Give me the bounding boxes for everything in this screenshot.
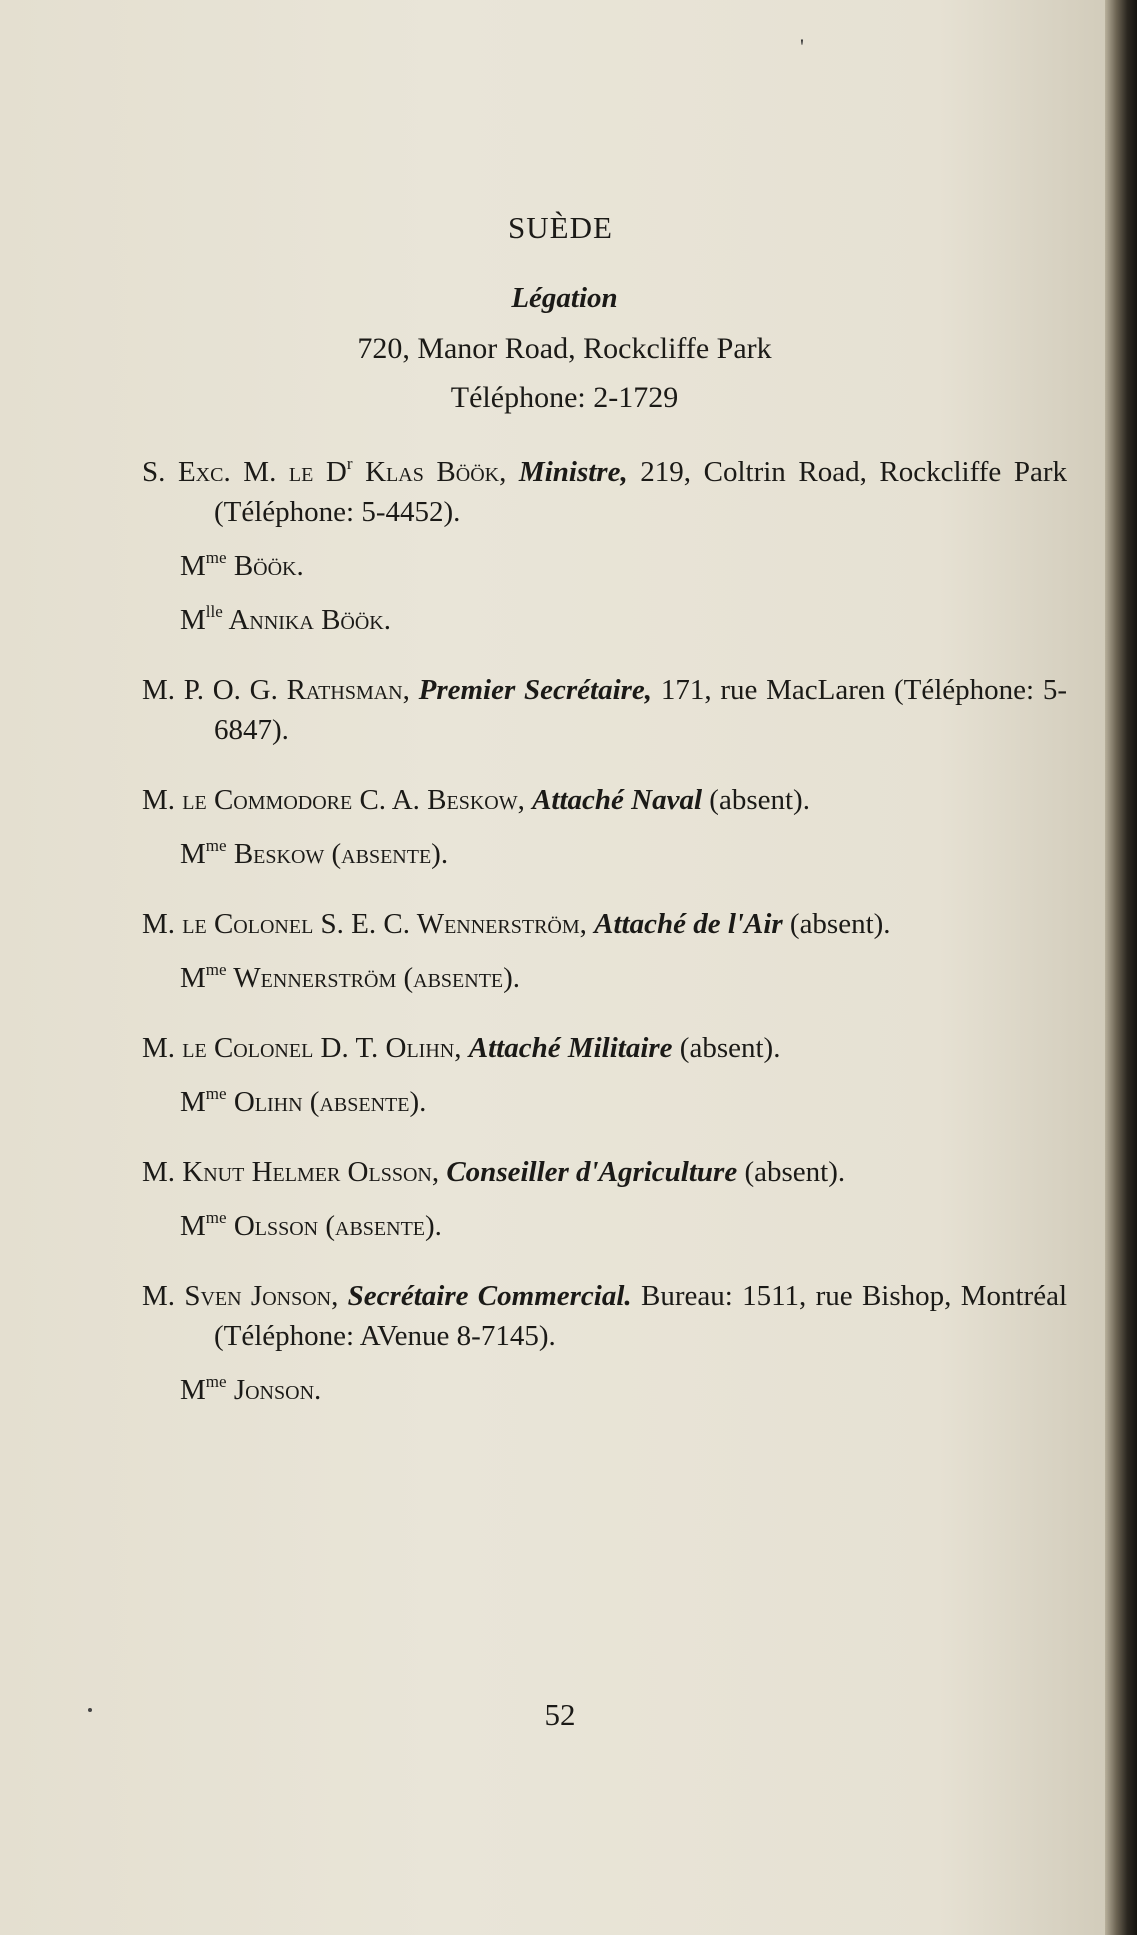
spouse-name: Olsson (absente). xyxy=(226,1210,442,1242)
spouse-prefix: M xyxy=(180,1374,206,1406)
entry-details: (absent). xyxy=(782,908,891,940)
spouse-line xyxy=(142,950,1067,998)
spouse-sup: lle xyxy=(205,602,223,621)
spouse-line xyxy=(142,538,1067,586)
legation-telephone: Téléphone: 2-1729 xyxy=(450,381,679,414)
spouse-sup: me xyxy=(205,1208,227,1227)
entry-main xyxy=(142,1152,1067,1192)
entry-name: M. le Commodore C. A. Beskow, xyxy=(142,784,533,816)
entry-name: M. le Colonel D. T. Olihn, xyxy=(142,1032,469,1064)
entry-main xyxy=(142,444,1067,532)
list-item xyxy=(142,904,1067,998)
spouse-line xyxy=(142,1362,1067,1410)
list-item xyxy=(142,670,1067,750)
spouse-prefix: M xyxy=(180,1086,206,1118)
entry-main xyxy=(142,670,1067,750)
spouse-line xyxy=(142,592,1067,640)
entry-name-cont: Klas Böök, xyxy=(352,456,519,488)
list-item xyxy=(142,1152,1067,1246)
ink-mark: ' xyxy=(800,34,804,59)
list-item xyxy=(142,444,1067,640)
spouse-line xyxy=(142,1198,1067,1246)
spouse-name: Olihn (absente). xyxy=(226,1086,427,1118)
spouse-sup: me xyxy=(205,1372,227,1391)
entry-main xyxy=(142,780,1067,820)
spouse-sup: me xyxy=(205,836,227,855)
spouse-name: Annika Böök. xyxy=(222,604,391,636)
entry-name: M. Sven Jonson, xyxy=(142,1280,348,1312)
entry-role: Attaché Naval xyxy=(532,784,703,816)
spouse-prefix: M xyxy=(180,1210,206,1242)
entry-role: Ministre, xyxy=(518,456,628,488)
entry-main xyxy=(142,1028,1067,1068)
entry-name: M. Knut Helmer Olsson, xyxy=(142,1156,447,1188)
spouse-line xyxy=(142,1074,1067,1122)
spouse-line xyxy=(142,826,1067,874)
spouse-sup: me xyxy=(205,548,227,567)
spouse-prefix: M xyxy=(180,550,206,582)
spouse-name: Wennerström (absente). xyxy=(226,962,521,994)
staff-list xyxy=(142,444,1067,1440)
legation-subtitle: Légation xyxy=(511,282,618,314)
entry-details: 171, rue MacLaren (Téléphone: 5-6847). xyxy=(214,674,1067,746)
list-item xyxy=(142,780,1067,874)
entry-details: (absent). xyxy=(737,1156,846,1188)
entry-main xyxy=(142,1276,1067,1356)
entry-role: Premier Secrétaire, xyxy=(418,674,653,706)
spouse-prefix: M xyxy=(180,838,206,870)
spouse-name: Jonson. xyxy=(226,1374,322,1406)
entry-sup: r xyxy=(346,454,353,473)
entry-role: Conseiller d'Agriculture xyxy=(446,1156,738,1188)
entry-details: (absent). xyxy=(702,784,810,816)
entry-name: S. Exc. M. le D xyxy=(142,456,347,488)
legation-address: 720, Manor Road, Rockcliffe Park xyxy=(357,332,772,365)
country-title: SUÈDE xyxy=(508,210,613,245)
entry-role: Attaché de l'Air xyxy=(594,908,783,940)
spouse-prefix: M xyxy=(180,962,206,994)
spouse-prefix: M xyxy=(180,604,206,636)
entry-details: (absent). xyxy=(672,1032,781,1064)
entry-main xyxy=(142,904,1067,944)
entry-name: M. le Colonel S. E. C. Wennerström, xyxy=(142,908,595,940)
spouse-name: Böök. xyxy=(226,550,304,582)
spouse-sup: me xyxy=(205,960,227,979)
spouse-sup: me xyxy=(205,1084,227,1103)
spouse-name: Beskow (absente). xyxy=(226,838,449,870)
list-item xyxy=(142,1276,1067,1410)
entry-details: Bureau: 1511, rue Bishop, Montréal (Téléphone: AVenue 8-7145). xyxy=(214,1280,1068,1352)
list-item xyxy=(142,1028,1067,1122)
page-number: 52 xyxy=(544,1697,576,1732)
entry-details: 219, Coltrin Road, Rockcliffe Park (Téléphone: 5-4452). xyxy=(214,456,1067,528)
entry-role: Secrétaire Commercial. xyxy=(347,1280,632,1312)
entry-name: M. P. O. G. Rathsman, xyxy=(142,674,419,706)
entry-role: Attaché Militaire xyxy=(468,1032,673,1064)
